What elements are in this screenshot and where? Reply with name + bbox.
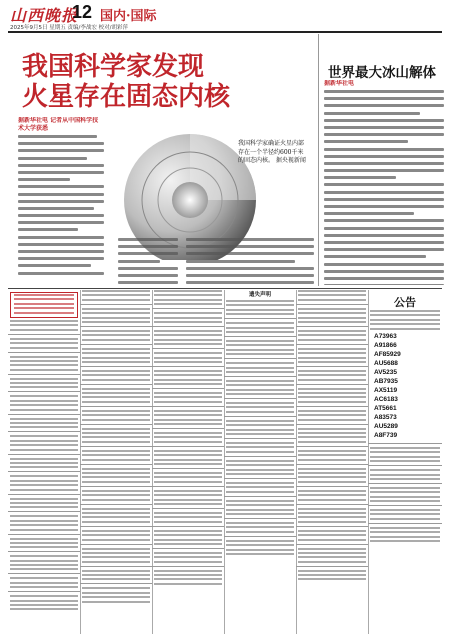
ad-box-red: [10, 292, 78, 318]
classified-ads: [8, 290, 442, 634]
ads-top-rule: [8, 288, 442, 289]
article-col-4: [186, 238, 314, 286]
section-title: 国内·国际: [100, 9, 157, 24]
headline-line-2: 火星存在固态内核: [22, 82, 231, 112]
image-caption: 我国科学家确证火星内部存在一个半径约600千米的固态内核。 据央视新闻: [238, 140, 306, 164]
side-article-lead: 据新华社电: [324, 80, 355, 87]
ads-column-4: [224, 290, 297, 634]
ads-column-3: [152, 290, 225, 634]
side-article-body: [324, 80, 444, 285]
page-number: 12: [72, 2, 93, 22]
main-headline: [22, 52, 302, 112]
plate-number: A91866: [374, 341, 397, 349]
plate-number: AF85929: [374, 350, 401, 358]
plate-number: AB7935: [374, 377, 398, 385]
ads-column-1: [8, 290, 81, 634]
plate-number: AU5289: [374, 422, 398, 430]
plate-number: AV5235: [374, 368, 398, 376]
plate-number: AU5688: [374, 359, 398, 367]
newspaper-logo: 山西晚报: [10, 6, 79, 25]
plate-number: AT5661: [374, 404, 397, 412]
plate-notice-heading: 公告: [394, 296, 416, 309]
plate-number: A73963: [374, 332, 397, 340]
article-col-3: [118, 238, 178, 286]
ads-column-2: [80, 290, 153, 634]
article-lead: 据新华社电 记者从中国科学技术大学获悉: [18, 117, 99, 132]
masthead-meta: 2025年9月5日 星期五 责编/李战宏 校对/胡彩萍: [10, 25, 128, 31]
headline-line-1: 我国科学家发现: [22, 52, 205, 82]
notice-title: 遗失声明: [248, 292, 271, 298]
side-article-title: 世界最大冰山解体: [328, 65, 436, 81]
plate-number: AC6183: [374, 395, 398, 403]
masthead-rule: [8, 31, 442, 33]
ads-column-5: [296, 290, 369, 634]
ads-column-6: [368, 290, 442, 634]
plate-number: A8F739: [374, 431, 398, 439]
sidebar-divider: [318, 34, 319, 286]
plate-number: A83573: [374, 413, 397, 421]
plate-number: AX5119: [374, 386, 398, 394]
article-col-2: [18, 200, 104, 286]
